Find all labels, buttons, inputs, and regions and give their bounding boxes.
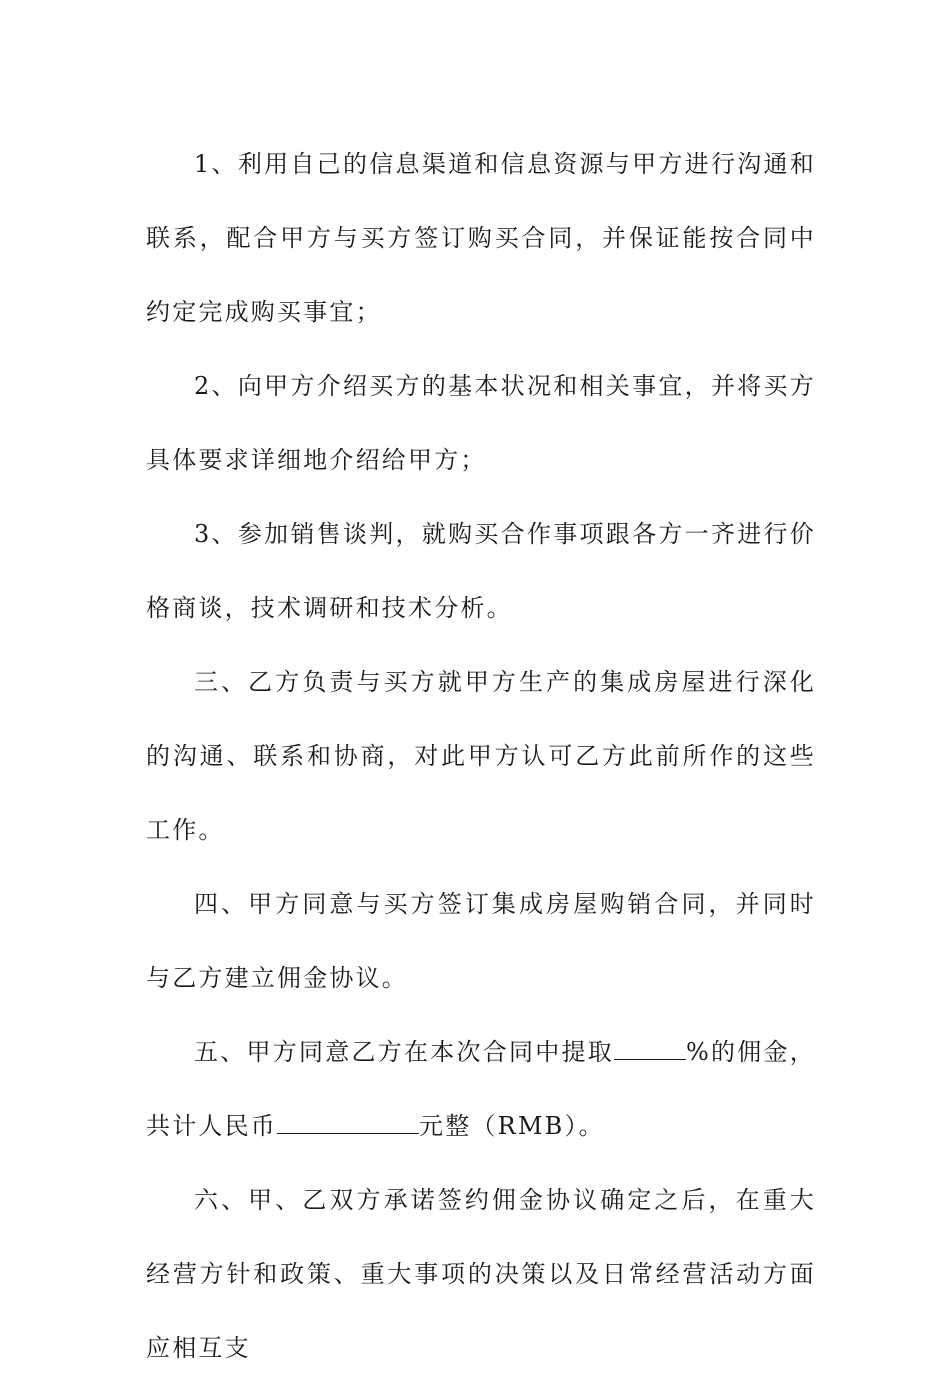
commission-amount-blank xyxy=(277,1132,419,1134)
commission-text-part2: %的佣金，共计人民币 xyxy=(146,1038,817,1140)
commission-rate-blank xyxy=(614,1058,686,1060)
commission-text-part3: 元整（RMB）。 xyxy=(419,1112,605,1140)
paragraph-item-3: 3、参加销售谈判，就购买合作事项跟各方一齐进行价格商谈，技术调研和技术分析。 xyxy=(146,520,816,622)
paragraph-clause-5-commission xyxy=(146,1015,816,1163)
paragraph-item-1: 1、利用自己的信息渠道和信息资源与甲方进行沟通和联系，配合甲方与买方签订购买合同，并保证能按合同中约定完成购买事宜； xyxy=(146,150,816,326)
paragraph-clause-4: 四、甲方同意与买方签订集成房屋购销合同，并同时与乙方建立佣金协议。 xyxy=(146,890,816,992)
paragraph-clause-3: 三、乙方负责与买方就甲方生产的集成房屋进行深化的沟通、联系和协商，对此甲方认可乙方此前所作的这些工作。 xyxy=(146,668,816,844)
paragraph-clause-6: 六、甲、乙双方承诺签约佣金协议确定之后，在重大经营方针和政策、重大事项的决策以及日常经营活动方面应相互支 xyxy=(146,1186,816,1362)
commission-text-part1: 五、甲方同意乙方在本次合同中提取 xyxy=(194,1038,614,1066)
paragraph-item-2: 2、向甲方介绍买方的基本状况和相关事宜，并将买方具体要求详细地介绍给甲方； xyxy=(146,372,816,474)
document-body xyxy=(146,127,816,1385)
